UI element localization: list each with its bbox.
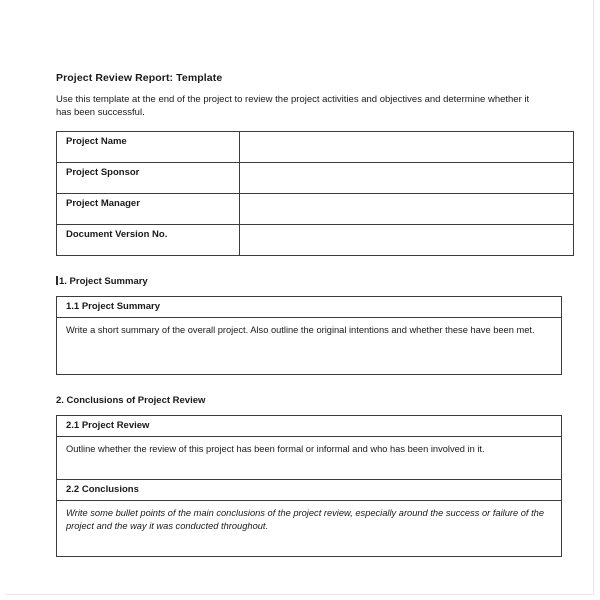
table-row xyxy=(57,437,562,480)
table-row xyxy=(57,480,562,501)
project-info-table xyxy=(56,131,574,256)
block-body-2-1[interactable]: Outline whether the review of this project has been formal or informal and who has been involved in it. xyxy=(57,437,562,480)
info-value-document-version[interactable] xyxy=(240,225,574,256)
table-row xyxy=(57,501,562,557)
table-row xyxy=(57,163,574,194)
section-heading-project-summary xyxy=(56,276,556,287)
block-body-2-2[interactable]: Write some bullet points of the main conclusions of the project review, especially around the success or failure of the project and the way it was conducted throughout. xyxy=(57,501,562,557)
block-header-2-1: 2.1 Project Review xyxy=(57,416,562,437)
table-row xyxy=(57,416,562,437)
info-value-project-manager[interactable] xyxy=(240,194,574,225)
info-label-project-sponsor: Project Sponsor xyxy=(57,163,240,194)
table-row xyxy=(57,297,562,318)
table-row xyxy=(57,318,562,375)
info-label-project-manager: Project Manager xyxy=(57,194,240,225)
block-body-1-1[interactable]: Write a short summary of the overall project. Also outline the original intentions and whether these have been met. xyxy=(57,318,562,375)
info-value-project-sponsor[interactable] xyxy=(240,163,574,194)
block-header-1-1: 1.1 Project Summary xyxy=(57,297,562,318)
document-page xyxy=(6,0,594,595)
document-intro-paragraph: Use this template at the end of the project to review the project activities and objectives and determine whether it has been successful. xyxy=(56,94,530,119)
text-cursor-artifact xyxy=(56,276,58,285)
table-row xyxy=(57,225,574,256)
info-value-project-name[interactable] xyxy=(240,132,574,163)
section-table-conclusions xyxy=(56,415,562,557)
document-title: Project Review Report: Template xyxy=(56,72,223,84)
section-heading-label: 1. Project Summary xyxy=(59,276,148,288)
section-table-project-summary xyxy=(56,296,562,375)
table-row xyxy=(57,194,574,225)
block-header-2-2: 2.2 Conclusions xyxy=(57,480,562,501)
section-heading-conclusions: 2. Conclusions of Project Review xyxy=(56,395,206,407)
info-label-document-version: Document Version No. xyxy=(57,225,240,256)
document-content xyxy=(50,72,556,557)
table-row xyxy=(57,132,574,163)
info-label-project-name: Project Name xyxy=(57,132,240,163)
